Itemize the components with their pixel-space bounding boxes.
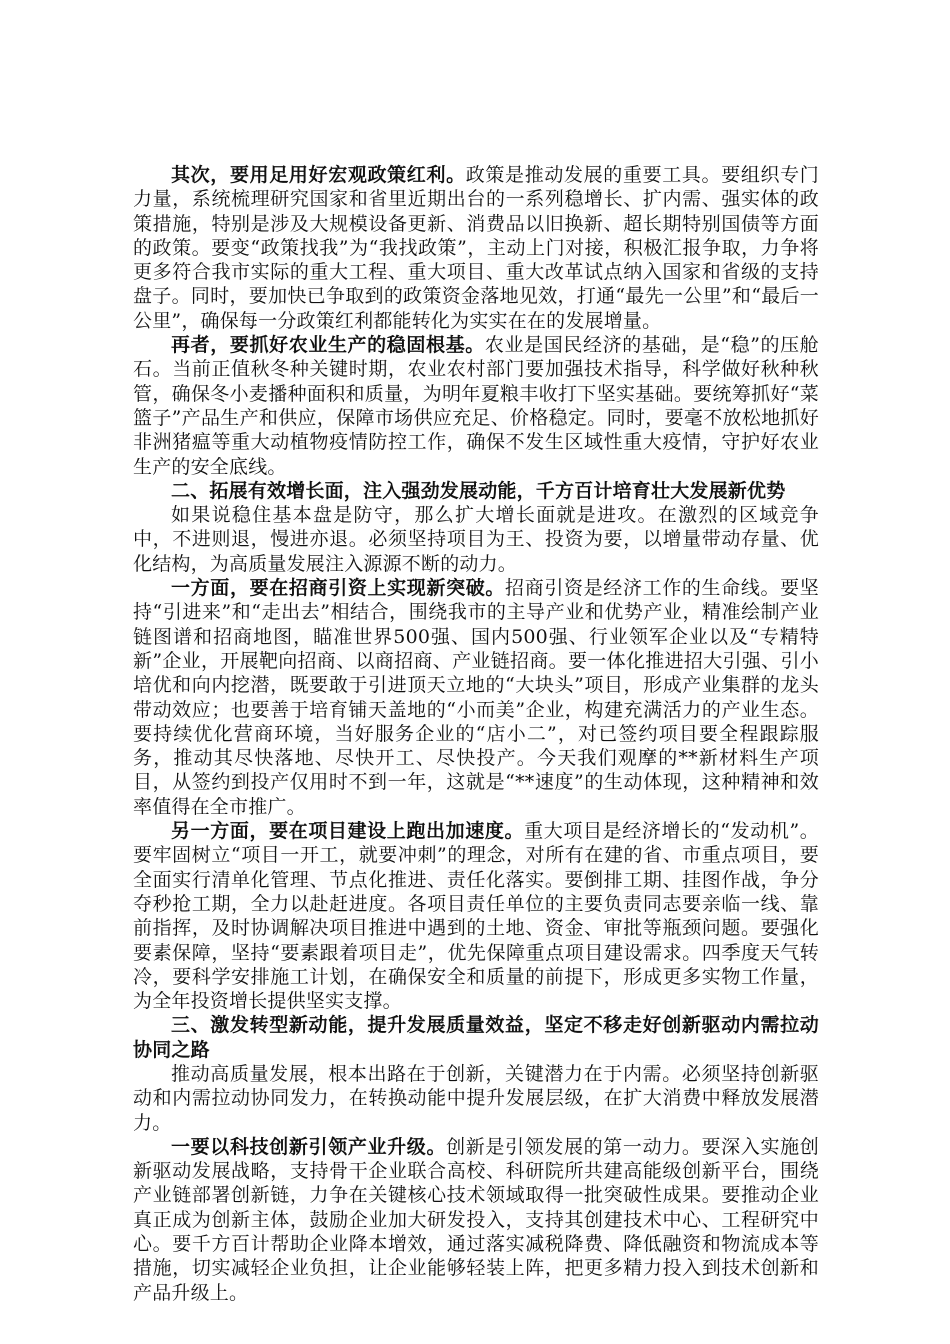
- paragraph-projects: [133, 819, 819, 1013]
- paragraph-lead: 一要以科技创新引领产业升级。: [171, 1135, 447, 1158]
- paragraph-text: 招商引资是经济工作的生命线。要坚持“引进来”和“走出去”相结合，围绕我市的主导产业和优势产业，精准绘制产业链图谱和招商地图，瞄准世界500强、国内500强、行业领军企业以及“专精特新”企业，开展靶向招商、以商招商、产业链招商。要一体化推进招大引强、引小培优和向内挖潜，既要敢于引进顶天立地的“大块头”项目，形成产业集群的龙头带动效应；也要善于培育铺天盖地的“小而美”企业，构建充满活力的产业生态。要持续优化营商环境，当好服务企业的“店小二”，对已签约项目要全程跟踪服务，推动其尽快落地、尽快开工、尽快投产。今天我们观摩的**新材料生产项目，从签约到投产仅用时不到一年，这就是“**速度”的生动体现，这种精神和效率值得在全市推广。: [133, 577, 819, 818]
- paragraph-tech-innovation: [133, 1135, 819, 1305]
- section-heading-3: 三、激发转型新动能，提升发展质量效益，坚定不移走好创新驱动内需拉动协同之路: [133, 1014, 819, 1061]
- paragraph-text: 推动高质量发展，根本出路在于创新，关键潜力在于内需。必须坚持创新驱动和内需拉动协同发力，在转换动能中提升发展层级，在扩大消费中释放发展潜力。: [133, 1062, 819, 1134]
- paragraph-text: 创新是引领发展的第一动力。要深入实施创新驱动发展战略，支持骨干企业联合高校、科研院所共建高能级创新平台，围绕产业链部署创新链，力争在关键核心技术领域取得一批突破性成果。要推动企业真正成为创新主体，鼓励企业加大研发投入，支持其创建技术中心、工程研究中心。要千方百计帮助企业降本增效，通过落实减税降费、降低融资和物流成本等措施，切实减轻企业负担，让企业能够轻装上阵，把更多精力投入到技术创新和产品升级上。: [133, 1135, 819, 1304]
- paragraph-investment: [133, 576, 819, 819]
- document-body: [133, 163, 819, 1305]
- paragraph-policy: [133, 163, 819, 333]
- section-heading-2: 二、拓展有效增长面，注入强劲发展动能，千方百计培育壮大发展新优势: [171, 479, 786, 502]
- paragraph-lead: 再者，要抓好农业生产的稳固根基。: [171, 334, 485, 357]
- paragraph-text: 农业是国民经济的基础，是“稳”的压舱石。当前正值秋冬种关键时期，农业农村部门要加强技术指导，科学做好秋种秋管，确保冬小麦播种面积和质量，为明年夏粮丰收打下坚实基础。要统筹抓好“菜篮子”产品生产和供应，保障市场供应充足、价格稳定。同时，要毫不放松地抓好非洲猪瘟等重大动植物疫情防控工作，确保不发生区域性重大疫情，守护好农业生产的安全底线。: [133, 334, 819, 478]
- paragraph-agriculture: [133, 333, 819, 479]
- paragraph-innovation-intro: [133, 1062, 819, 1135]
- paragraph-lead: 另一方面，要在项目建设上跑出加速度。: [171, 820, 525, 843]
- paragraph-growth-intro: [133, 503, 819, 576]
- paragraph-lead: 其次，要用足用好宏观政策红利。: [171, 164, 466, 186]
- paragraph-text: 政策是推动发展的重要工具。要组织专门力量，系统梳理研究国家和省里近期出台的一系列稳增长、扩内需、强实体的政策措施，特别是涉及大规模设备更新、消费品以旧换新、超长期特别国债等方面的政策。要变“政策找我”为“我找政策”，主动上门对接，积极汇报争取，力争将更多符合我市实际的重大工程、重大项目、重大改革试点纳入国家和省级的支持盘子。同时，要加快已争取到的政策资金落地见效，打通“最先一公里”和“最后一公里”，确保每一分政策红利都能转化为实实在在的发展增量。: [133, 164, 819, 332]
- paragraph-text: 重大项目是经济增长的“发动机”。要牢固树立“项目一开工，就要冲刺”的理念，对所有在建的省、市重点项目，要全面实行清单化管理、节点化推进、责任化落实。要倒排工期、挂图作战，争分夺秒抢工期，全力以赴赶进度。各项目责任单位的主要负责同志要亲临一线、靠前指挥，及时协调解决项目推进中遇到的土地、资金、审批等瓶颈问题。要强化要素保障，坚持“要素跟着项目走”，优先保障重点项目建设需求。四季度天气转冷，要科学安排施工计划，在确保安全和质量的前提下，形成更多实物工作量，为全年投资增长提供坚实支撑。: [133, 820, 819, 1013]
- paragraph-text: 如果说稳住基本盘是防守，那么扩大增长面就是进攻。在激烈的区域竞争中，不进则退，慢进亦退。必须坚持项目为王、投资为要，以增量带动存量、优化结构，为高质量发展注入源源不断的动力。: [133, 504, 819, 575]
- paragraph-lead: 一方面，要在招商引资上实现新突破。: [171, 577, 506, 600]
